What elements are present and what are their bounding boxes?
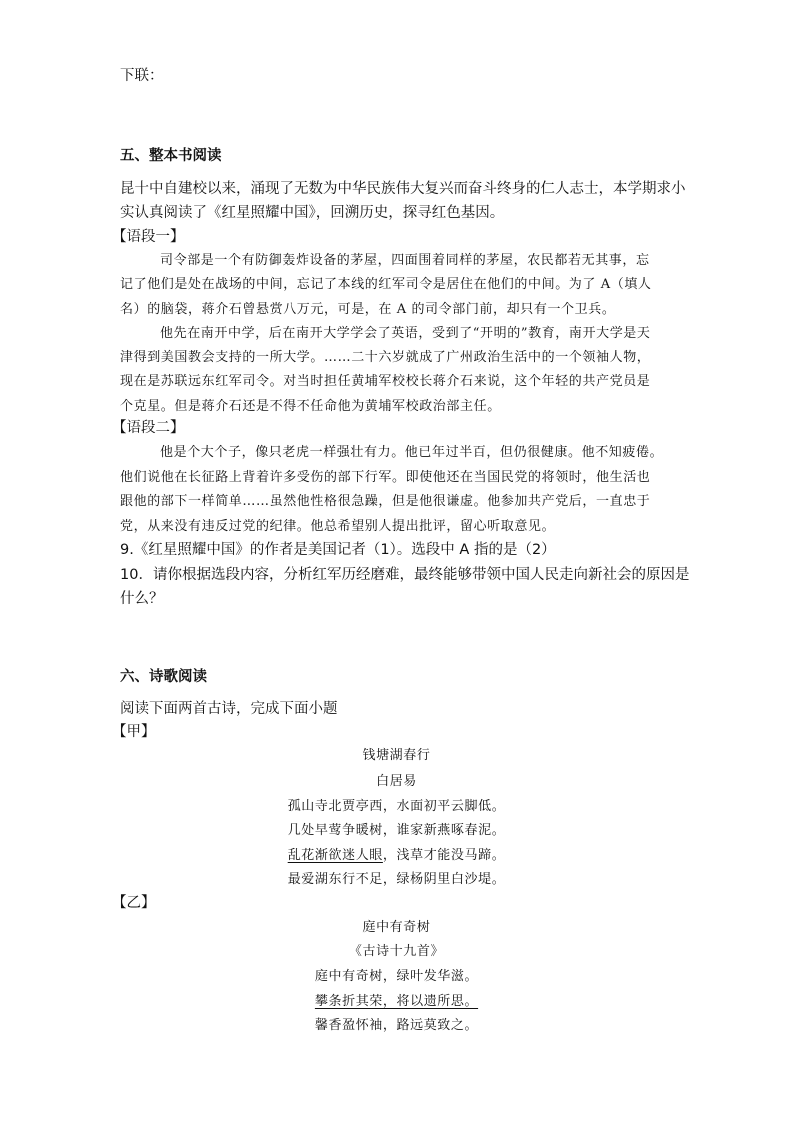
passage2-line: 跟他的部下一样简单……虽然他性格很急躁，但是他很谦虚。他参加共产党后，一直忠于 xyxy=(120,494,651,509)
passage2-line: 他们说他在长征路上背着许多受伤的部下行军。即使他还在当国民党的将领时，他生活也 xyxy=(120,470,651,485)
passage1-line: 现在是苏联远东红军司令。对当时担任黄埔军校校长蒋介石来说，这个年轻的共产党员是 xyxy=(120,374,651,389)
poem-a-label: 【甲】 xyxy=(112,724,156,740)
passage1-line: 津得到美国教会支持的一所大学。……二十六岁就成了广州政治生活中的一个领袖人物， xyxy=(120,350,651,365)
section5-intro-line2: 实认真阅读了《红星照耀中国》，回溯历史，探寻红色基因。 xyxy=(120,205,505,221)
continuation-text: 下联： xyxy=(120,68,164,84)
passage1-line: 名）的脑袋，蒋介石曾悬赏八万元，可是，在 A 的司令部门前，却只有一个卫兵。 xyxy=(120,302,616,317)
poem-b-line: 馨香盈怀袖，路远莫致之。 xyxy=(314,1018,479,1033)
section6-instruction: 阅读下面两首古诗，完成下面小题 xyxy=(120,701,338,717)
poem-b-author: 《古诗十九首》 xyxy=(348,944,445,959)
poem-b-line-underlined xyxy=(0,990,793,1009)
poem-a-line3-rest: ，浅草才能没马蹄。 xyxy=(382,848,506,863)
section6-heading: 六、诗歌阅读 xyxy=(120,669,207,685)
poem-b-underlined-line: 攀条折其荣，将以遗所思。 xyxy=(314,994,479,1009)
question-9: 9.《红星照耀中国》的作者是美国记者（1）。选段中 A 指的是（2） xyxy=(120,542,556,558)
passage2-line: 他是个大个子，像只老虎一样强壮有力。他已年过半百，但仍很健康。他不知疲倦。 xyxy=(160,445,664,460)
passage1-line: 记了他们是处在战场的中间，忘记了本线的红军司令是居住在他们的中间。为了 A（填人 xyxy=(120,277,652,292)
passage1-label: 【语段一】 xyxy=(112,229,185,245)
poem-a-line3 xyxy=(0,844,793,863)
question-10-line1: 10．请你根据选段内容，分析红军历经磨难，最终能够带领中国人民走向新社会的原因是 xyxy=(120,567,690,583)
poem-a-author: 白居易 xyxy=(376,774,417,789)
poem-a-title: 钱塘湖春行 xyxy=(362,748,431,763)
poem-a-line: 几处早莺争暖树，谁家新燕啄春泥。 xyxy=(287,823,506,838)
poem-a-underlined-phrase: 乱花渐欲迷人眼 xyxy=(287,848,383,863)
poem-b-label: 【乙】 xyxy=(112,895,156,911)
section5-heading: 五、整本书阅读 xyxy=(120,148,222,164)
passage1-line: 他先在南开中学，后在南开大学学会了英语，受到了“开明的”教育，南开大学是天 xyxy=(160,326,651,341)
poem-b-line: 庭中有奇树，绿叶发华滋。 xyxy=(314,969,479,984)
passage2-label: 【语段二】 xyxy=(112,420,185,436)
poem-a-line: 孤山寺北贾亭西，水面初平云脚低。 xyxy=(287,799,506,814)
passage1-line: 个克星。但是蒋介石还是不得不任命他为黄埔军校政治部主任。 xyxy=(120,399,501,414)
poem-a-line: 最爱湖东行不足，绿杨阴里白沙堤。 xyxy=(287,872,506,887)
question-10-line2: 什么？ xyxy=(120,591,164,607)
passage2-line: 党，从来没有违反过党的纪律。他总希望别人提出批评，留心听取意见。 xyxy=(120,519,556,534)
section5-intro-line1: 昆十中自建校以来，涌现了无数为中华民族伟大复兴而奋斗终身的仁人志士，本学期求小 xyxy=(120,181,686,197)
poem-b-title: 庭中有奇树 xyxy=(362,920,431,935)
passage1-line: 司令部是一个有防御轰炸设备的茅屋，四面围着同样的茅屋，农民都若无其事，忘 xyxy=(160,253,650,268)
